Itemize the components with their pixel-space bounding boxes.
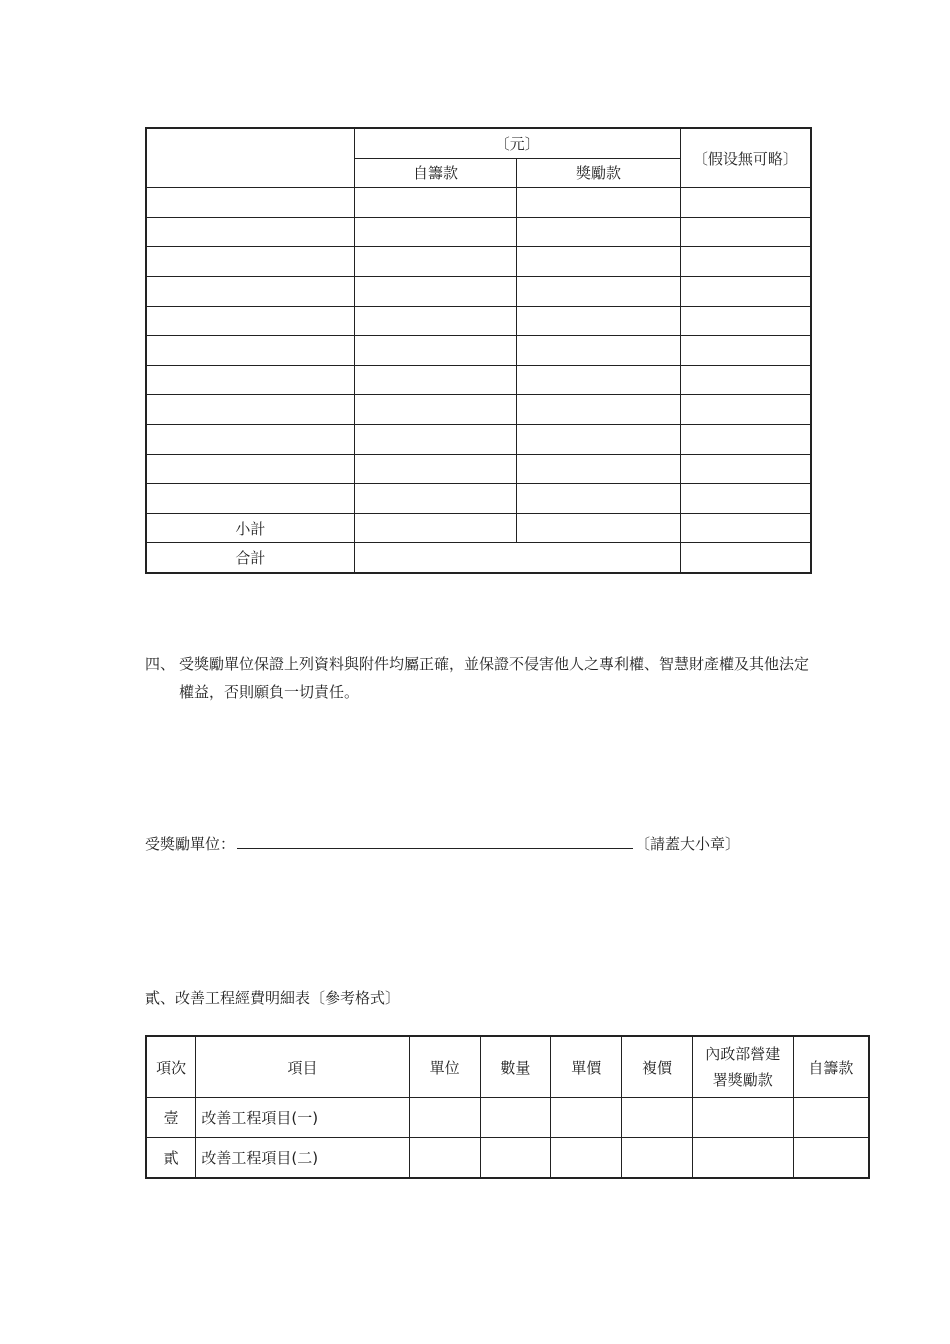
table-cell (146, 306, 354, 336)
table-row (146, 336, 811, 366)
table-row (146, 1138, 869, 1179)
table-cell (354, 513, 517, 543)
table-cell (551, 1098, 622, 1138)
table-row (146, 395, 811, 425)
section-title: 貳、改善工程經費明細表〔參考格式〕 (145, 989, 401, 1007)
signature-blank[interactable] (237, 834, 633, 849)
table-cell (517, 306, 681, 336)
table-cell (354, 454, 517, 484)
award-header: 內政部營建署獎勵款 (692, 1036, 793, 1098)
signature-hint: 〔請蓋大小章〕 (635, 835, 741, 853)
table-cell (517, 247, 681, 277)
subtotal-row (146, 513, 811, 543)
table-cell (680, 306, 811, 336)
table-cell (680, 424, 811, 454)
table-cell (680, 454, 811, 484)
signature-label: 受獎勵單位： (145, 835, 236, 853)
table-cell (680, 247, 811, 277)
table-cell (146, 395, 354, 425)
table-cell (517, 484, 681, 514)
row-seq: 貳 (146, 1138, 196, 1179)
table-cell (146, 247, 354, 277)
table-cell (517, 395, 681, 425)
item-header: 項目 (196, 1036, 409, 1098)
table-cell (146, 365, 354, 395)
table-cell (517, 188, 681, 218)
price-header: 單價 (551, 1036, 622, 1098)
table-cell (354, 188, 517, 218)
table-cell (517, 424, 681, 454)
row-item: 改善工程項目(一) (196, 1098, 409, 1138)
self-fund-header: 自籌款 (354, 158, 517, 188)
seq-header: 項次 (146, 1036, 196, 1098)
table-cell (517, 336, 681, 366)
table-row (146, 188, 811, 218)
table-cell (551, 1138, 622, 1179)
table-cell (480, 1138, 551, 1179)
table-row (146, 217, 811, 247)
table-cell (692, 1138, 793, 1179)
cost-detail-table (145, 1035, 870, 1179)
table-cell (146, 424, 354, 454)
table-cell (409, 1138, 480, 1179)
table-row (146, 306, 811, 336)
table-cell (354, 336, 517, 366)
table-cell (517, 513, 681, 543)
table-row (146, 424, 811, 454)
table-cell (146, 188, 354, 218)
table-cell (409, 1098, 480, 1138)
table-row (146, 484, 811, 514)
budget-table (145, 127, 812, 574)
total-header: 複價 (622, 1036, 693, 1098)
table-cell (480, 1098, 551, 1138)
table-cell (622, 1138, 693, 1179)
note-header: 〔假设無可略〕 (680, 128, 811, 188)
table-cell (680, 484, 811, 514)
table-cell (354, 306, 517, 336)
header-row (146, 1036, 869, 1098)
table-cell (354, 543, 680, 573)
table-cell (692, 1098, 793, 1138)
award-fund-header: 獎勵款 (517, 158, 681, 188)
table-cell (680, 276, 811, 306)
table-cell (517, 454, 681, 484)
subtotal-label: 小計 (146, 513, 354, 543)
clause-number: 四、 (145, 655, 176, 673)
clause-four (145, 650, 815, 706)
table-cell (680, 188, 811, 218)
table-row (146, 247, 811, 277)
total-label: 合計 (146, 543, 354, 573)
table-cell (680, 365, 811, 395)
signature-line (145, 833, 740, 854)
table-cell (517, 217, 681, 247)
table-cell (793, 1138, 869, 1179)
header-blank-cell (146, 128, 354, 188)
table-cell (517, 365, 681, 395)
table-cell (146, 336, 354, 366)
table-cell (517, 276, 681, 306)
table-cell (680, 217, 811, 247)
table-row (146, 454, 811, 484)
table-cell (680, 543, 811, 573)
table-cell (793, 1098, 869, 1138)
total-row (146, 543, 811, 573)
table-cell (146, 484, 354, 514)
table-cell (354, 365, 517, 395)
row-item: 改善工程項目(二) (196, 1138, 409, 1179)
table-cell (146, 217, 354, 247)
qty-header: 數量 (480, 1036, 551, 1098)
table-cell (680, 395, 811, 425)
row-seq: 壹 (146, 1098, 196, 1138)
clause-text: 受獎勵單位保證上列資料與附件均屬正確，並保證不侵害他人之專利權、智慧財產權及其他法定權益，否則願負一切責任。 (179, 655, 810, 701)
table-cell (680, 336, 811, 366)
table-cell (354, 247, 517, 277)
table-cell (354, 484, 517, 514)
table-cell (354, 424, 517, 454)
table-cell (146, 454, 354, 484)
table-row (146, 1098, 869, 1138)
table-row (146, 365, 811, 395)
table-cell (354, 395, 517, 425)
self-fund-header: 自籌款 (793, 1036, 869, 1098)
table-cell (622, 1098, 693, 1138)
table-row (146, 276, 811, 306)
table-cell (354, 276, 517, 306)
unit-header: 單位 (409, 1036, 480, 1098)
table-cell (680, 513, 811, 543)
table-cell (354, 217, 517, 247)
unit-header: 〔元〕 (354, 128, 680, 158)
table-cell (146, 276, 354, 306)
